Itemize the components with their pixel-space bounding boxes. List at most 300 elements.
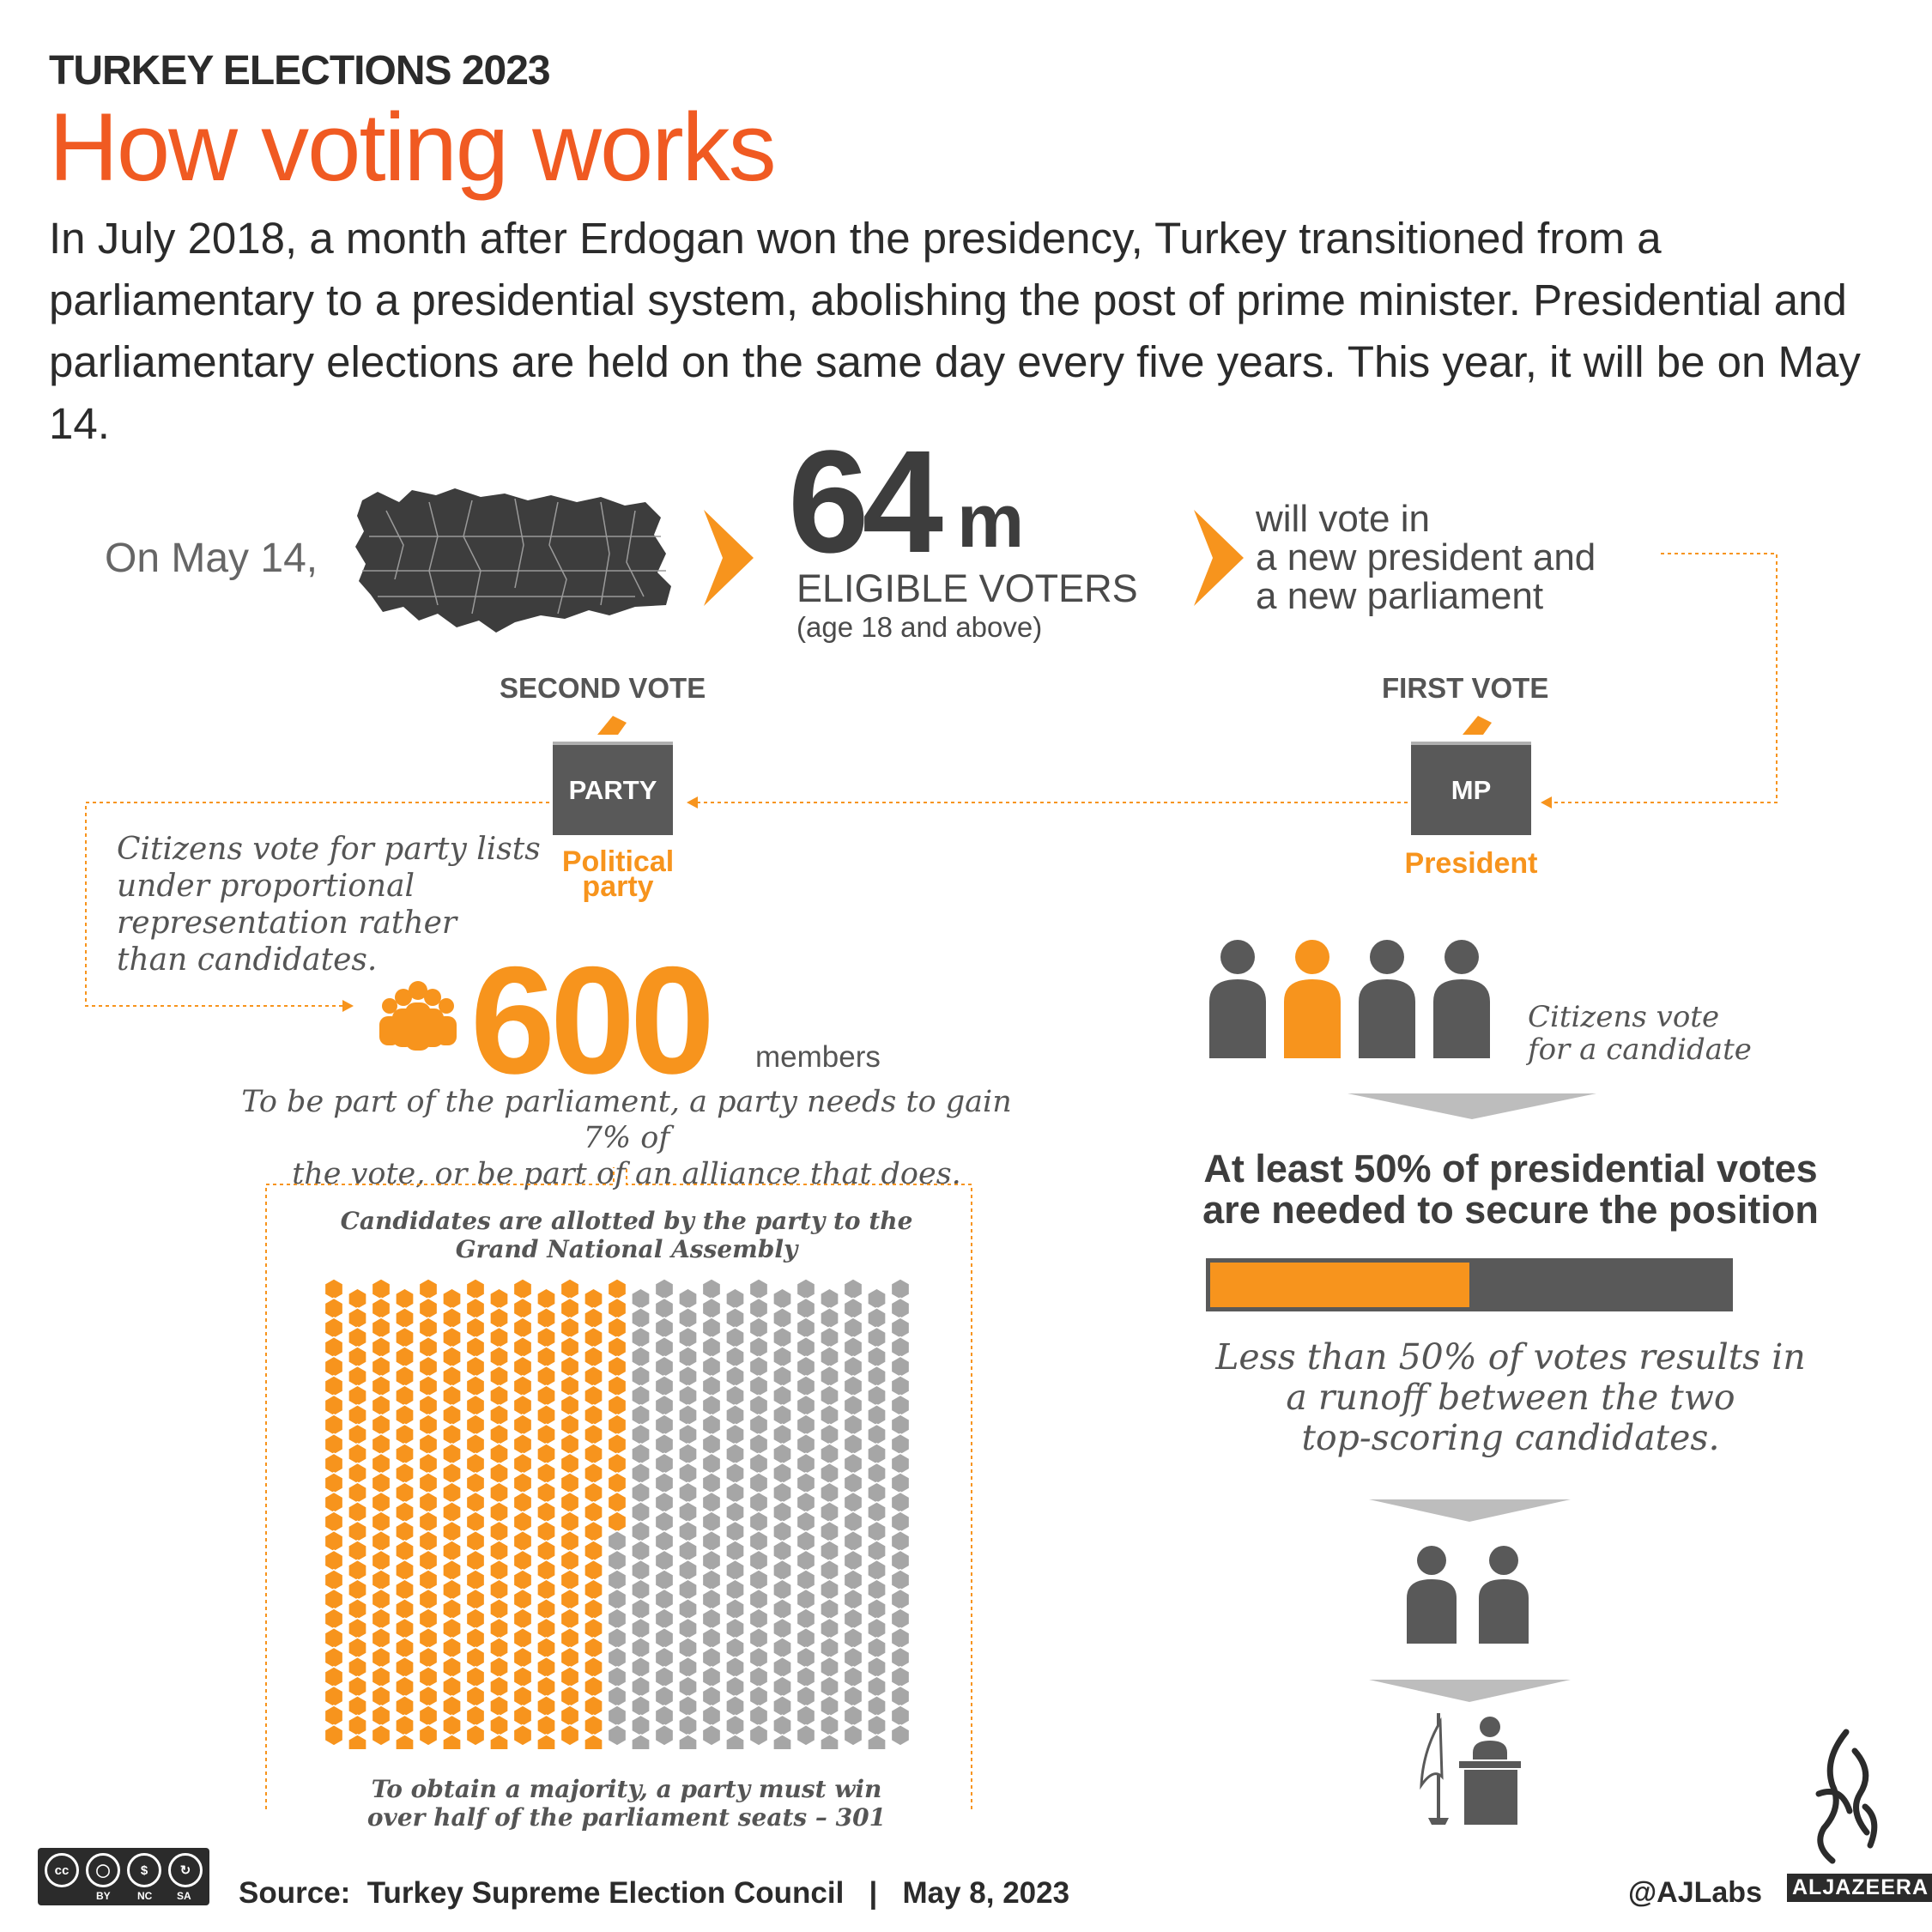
majority-seat-hex [560,1473,578,1493]
assembly-note-line: Candidates are allotted by the party to the [340,1207,913,1235]
seat-hex [749,1589,767,1609]
majority-seat-hex [324,1356,342,1377]
seat-hex [796,1628,815,1649]
seat-hex [796,1376,815,1396]
majority-seat-hex [490,1482,508,1503]
majority-seat-hex [560,1589,578,1609]
majority-seat-hex [324,1337,342,1358]
seat-hex [868,1618,886,1638]
majority-seat-hex [560,1511,578,1532]
seat-hex [796,1589,815,1609]
seat-hex [702,1279,720,1299]
majority-seat-hex [608,1473,626,1493]
majority-seat-hex [419,1337,437,1358]
license-label: BY [96,1890,111,1902]
majority-seat-hex [490,1444,508,1464]
majority-note-line: To obtain a majority, a party must win [371,1775,882,1803]
majority-seat-hex [608,1376,626,1396]
majority-seat-hex [372,1356,390,1377]
seat-hex [844,1608,862,1629]
seat-hex [608,1570,626,1590]
majority-seat-hex [466,1589,484,1609]
seat-hex [796,1550,815,1571]
seat-hex [821,1405,839,1426]
seat-hex [844,1628,862,1649]
majority-seat-hex [396,1715,414,1735]
vote-share-bar-fill [1210,1263,1469,1307]
seat-hex [749,1570,767,1590]
majority-seat-hex [443,1288,461,1309]
seat-hex [821,1444,839,1464]
ajlabs-handle: @AJLabs [1628,1876,1762,1909]
majority-seat-hex [324,1667,342,1687]
seat-hex [679,1638,697,1658]
majority-seat-hex [466,1337,484,1358]
majority-seat-hex [608,1395,626,1415]
majority-seat-hex [396,1308,414,1329]
majority-seat-hex [513,1356,531,1377]
majority-seat-hex [372,1453,390,1474]
seat-hex [726,1366,744,1387]
runoff-note-line: top-scoring candidates. [1301,1417,1720,1458]
majority-seat-hex [419,1570,437,1590]
seat-hex [821,1482,839,1503]
majority-seat-hex [372,1589,390,1609]
majority-seat-hex [372,1511,390,1532]
majority-seat-hex [584,1308,603,1329]
seat-hex [821,1385,839,1406]
seat-hex [632,1579,650,1600]
seat-hex [655,1434,673,1455]
majority-seat-hex [584,1715,603,1735]
group-people-icon [371,978,465,1056]
seat-hex [726,1308,744,1329]
seat-hex [891,1434,909,1455]
majority-seat-hex [537,1385,555,1406]
seat-hex [821,1715,839,1735]
seat-hex [726,1463,744,1484]
majority-seat-hex [490,1657,508,1678]
seat-hex [773,1424,791,1444]
seat-hex [749,1453,767,1474]
majority-seat-hex [443,1502,461,1523]
majority-seat-hex [324,1686,342,1706]
seat-hex [702,1570,720,1590]
majority-seat-hex [372,1531,390,1552]
seat-hex [796,1705,815,1726]
majority-seat-hex [608,1356,626,1377]
kicker: TURKEY ELECTIONS 2023 [49,48,550,94]
majority-seat-hex [348,1618,366,1638]
majority-seat-hex [584,1405,603,1426]
majority-seat-hex [419,1608,437,1629]
seat-hex [891,1376,909,1396]
seat-hex [868,1521,886,1541]
seat-hex [844,1647,862,1668]
seat-hex [749,1725,767,1746]
seat-hex [632,1618,650,1638]
majority-seat-hex [513,1686,531,1706]
majority-seat-hex [443,1385,461,1406]
majority-seat-hex [324,1298,342,1318]
seat-hex [726,1288,744,1309]
seat-hex [655,1531,673,1552]
majority-note-line: over half of the parliament seats – 301 [366,1803,887,1832]
majority-seat-hex [419,1434,437,1455]
seat-hex [679,1385,697,1406]
voter-count: 64 [788,421,937,584]
seat-hex [868,1715,886,1735]
majority-seat-hex [396,1288,414,1309]
majority-seat-hex [324,1434,342,1455]
majority-seat-hex [560,1453,578,1474]
majority-seat-hex [537,1657,555,1678]
majority-seat-hex [537,1735,555,1749]
seat-hex [821,1424,839,1444]
seat-hex [891,1492,909,1512]
majority-seat-hex [608,1298,626,1318]
majority-seat-hex [490,1521,508,1541]
license-label: SA [177,1890,191,1902]
majority-seat-hex [419,1414,437,1435]
seat-hex [679,1657,697,1678]
majority-seat-hex [584,1444,603,1464]
seat-hex [702,1492,720,1512]
majority-seat-hex [513,1511,531,1532]
majority-seat-hex [396,1560,414,1581]
seat-hex [868,1638,886,1658]
majority-seat-hex [372,1550,390,1571]
seat-hex [749,1298,767,1318]
seat-hex [632,1715,650,1735]
majority-seat-hex [560,1337,578,1358]
seat-hex [655,1589,673,1609]
creative-commons-license-badge [38,1848,209,1905]
majority-seat-hex [443,1541,461,1561]
seat-hex [632,1366,650,1387]
seat-hex [868,1405,886,1426]
majority-seat-hex [372,1279,390,1299]
party-list-note-line: Citizens vote for party lists [117,832,541,867]
seat-hex [655,1317,673,1338]
majority-seat-hex [372,1337,390,1358]
majority-seat-hex [490,1424,508,1444]
majority-seat-hex [443,1638,461,1658]
majority-seat-hex [396,1676,414,1697]
majority-seat-hex [608,1511,626,1532]
seat-hex [679,1366,697,1387]
seat-hex [796,1667,815,1687]
seat-hex [632,1696,650,1717]
seat-hex [868,1676,886,1697]
seat-hex [749,1628,767,1649]
majority-seat-hex [513,1667,531,1687]
seat-hex [726,1424,744,1444]
majority-seat-hex [443,1308,461,1329]
seat-hex [749,1317,767,1338]
seat-hex [679,1502,697,1523]
seat-hex [891,1317,909,1338]
seat-hex [679,1444,697,1464]
majority-seat-hex [513,1473,531,1493]
majority-seat-hex [490,1541,508,1561]
majority-seat-hex [584,1521,603,1541]
majority-seat-hex [537,1599,555,1620]
on-date-text: On May 14, [105,536,318,581]
majority-seat-hex [560,1725,578,1746]
threshold-note-line: To be part of the parliament, a party needs to gain 7% of [241,1085,1012,1155]
seat-hex [679,1288,697,1309]
runoff-note-line: Less than 50% of votes results in [1215,1336,1806,1378]
seat-hex [655,1376,673,1396]
seat-hex [679,1541,697,1561]
seat-hex [844,1511,862,1532]
majority-seat-hex [513,1589,531,1609]
seat-hex [773,1444,791,1464]
majority-seat-hex [513,1628,531,1649]
seat-hex [796,1492,815,1512]
seat-hex [844,1667,862,1687]
seat-hex [749,1473,767,1493]
seat-hex [796,1317,815,1338]
seat-hex [868,1366,886,1387]
majority-seat-hex [584,1657,603,1678]
seat-hex [821,1463,839,1484]
seat-hex [608,1550,626,1571]
majority-seat-hex [584,1424,603,1444]
majority-seat-hex [324,1453,342,1474]
seat-hex [655,1453,673,1474]
majority-seat-hex [396,1327,414,1348]
seat-hex [796,1356,815,1377]
seat-hex [821,1327,839,1348]
majority-seat-hex [348,1366,366,1387]
seat-hex [821,1308,839,1329]
seat-hex [679,1482,697,1503]
majority-seat-hex [348,1599,366,1620]
majority-seat-hex [443,1735,461,1749]
majority-seat-hex [466,1686,484,1706]
majority-seat-hex [348,1657,366,1678]
seat-hex [655,1667,673,1687]
majority-seat-hex [324,1473,342,1493]
majority-seat-hex [584,1288,603,1309]
seat-hex [891,1511,909,1532]
majority-seat-hex [584,1502,603,1523]
majority-seat-hex [537,1676,555,1697]
seat-hex [679,1579,697,1600]
seat-hex [844,1453,862,1474]
seat-hex [821,1657,839,1678]
majority-seat-hex [466,1279,484,1299]
majority-seat-hex [537,1424,555,1444]
majority-seat-hex [419,1473,437,1493]
seat-hex [679,1463,697,1484]
seat-hex [632,1638,650,1658]
majority-seat-hex [560,1667,578,1687]
seat-hex [749,1608,767,1629]
assembly-note [283,1207,970,1263]
seat-hex [868,1657,886,1678]
majority-seat-hex [466,1395,484,1415]
seat-hex [655,1414,673,1435]
majority-seat-hex [396,1444,414,1464]
seat-hex [749,1337,767,1358]
seat-hex [821,1696,839,1717]
intro-paragraph: In July 2018, a month after Erdogan won the presidency, Turkey transitioned from a parliamentary to a presidential system, abolishing the post of prime minister. Presidential and parliamentary elections are held on the same day every five years. This year, it will be on May 14. [49,214,1861,448]
majority-seat-hex [466,1414,484,1435]
seat-hex [702,1531,720,1552]
seat-hex [632,1288,650,1309]
seat-hex [844,1725,862,1746]
party-list-note-line: representation rather [117,905,457,941]
majority-seat-hex [608,1279,626,1299]
majority-seat-hex [537,1366,555,1387]
seat-hex [632,1676,650,1697]
majority-seat-hex [513,1492,531,1512]
majority-seat-hex [466,1570,484,1590]
ballot-paper-icon [594,714,628,736]
majority-seat-hex [560,1628,578,1649]
majority-seat-hex [348,1715,366,1735]
majority-seat-hex [348,1308,366,1329]
noncommercial-icon: $ [127,1853,161,1887]
candidates-icon [1206,938,1498,1058]
majority-seat-hex [560,1298,578,1318]
seat-hex [749,1376,767,1396]
seat-hex [726,1347,744,1367]
seat-hex [773,1657,791,1678]
majority-seat-hex [513,1725,531,1746]
majority-seat-hex [348,1347,366,1367]
seat-hex [773,1463,791,1484]
seat-hex [632,1327,650,1348]
majority-seat-hex [348,1696,366,1717]
seat-hex [702,1317,720,1338]
majority-seat-hex [560,1492,578,1512]
majority-seat-hex [419,1667,437,1687]
seat-hex [655,1356,673,1377]
majority-seat-hex [537,1405,555,1426]
majority-seat-hex [537,1327,555,1348]
seat-hex [679,1308,697,1329]
majority-seat-hex [419,1279,437,1299]
down-arrow-icon [1369,1678,1571,1704]
seat-hex [773,1579,791,1600]
majority-seat-hex [419,1356,437,1377]
cc-icon: cc [45,1853,79,1887]
majority-seat-hex [584,1347,603,1367]
seat-hex [702,1608,720,1629]
majority-seat-hex [537,1715,555,1735]
majority-seat-hex [396,1735,414,1749]
seat-hex [796,1279,815,1299]
seat-hex [749,1395,767,1415]
majority-seat-hex [490,1385,508,1406]
majority-seat-hex [348,1502,366,1523]
seat-hex [749,1531,767,1552]
majority-seat-hex [348,1521,366,1541]
seat-hex [773,1405,791,1426]
seat-hex [679,1327,697,1348]
majority-seat-hex [560,1434,578,1455]
majority-seat-hex [466,1705,484,1726]
seat-hex [726,1696,744,1717]
seat-hex [796,1608,815,1629]
seat-hex [891,1705,909,1726]
majority-seat-hex [372,1686,390,1706]
seat-hex [608,1686,626,1706]
majority-seat-hex [348,1541,366,1561]
majority-seat-hex [372,1414,390,1435]
candidate-note-line: for a candidate [1528,1033,1752,1067]
majority-seat-hex [396,1599,414,1620]
seat-hex [773,1735,791,1749]
majority-seat-hex [490,1502,508,1523]
majority-seat-hex [348,1676,366,1697]
vote-share-bar [1206,1258,1733,1311]
seat-hex [608,1725,626,1746]
majority-seat-hex [348,1735,366,1749]
majority-seat-hex [348,1482,366,1503]
seat-hex [773,1715,791,1735]
seat-hex [632,1599,650,1620]
majority-seat-hex [324,1589,342,1609]
seat-hex [868,1560,886,1581]
majority-seat-hex [396,1579,414,1600]
majority-seat-hex [443,1482,461,1503]
seat-hex [891,1298,909,1318]
seat-hex [726,1502,744,1523]
majority-seat-hex [348,1579,366,1600]
parliament-seats: 600 [470,935,710,1105]
majority-seat-hex [466,1453,484,1474]
seat-hex [655,1492,673,1512]
party-list-note-line: than candidates. [117,942,378,978]
majority-seat-hex [560,1705,578,1726]
majority-seat-hex [324,1414,342,1435]
mp-ballot-box: MP [1411,745,1531,835]
majority-seat-hex [608,1337,626,1358]
seat-hex [868,1502,886,1523]
seat-hex [868,1308,886,1329]
seat-hex [891,1570,909,1590]
seat-hex [844,1376,862,1396]
seat-hex [844,1531,862,1552]
seat-hex [749,1279,767,1299]
party-list-note-line: under proportional [117,869,415,904]
majority-seat-hex [443,1424,461,1444]
seat-hex [726,1482,744,1503]
majority-seat-hex [513,1570,531,1590]
source-credit: Source: Turkey Supreme Election Council | May 8, 2023 [239,1876,1070,1910]
majority-seat-hex [443,1560,461,1581]
majority-seat-hex [466,1628,484,1649]
seat-hex [821,1579,839,1600]
seat-hex [749,1356,767,1377]
seat-hex [891,1725,909,1746]
seat-hex [868,1444,886,1464]
two-candidates-icon [1403,1545,1532,1644]
majority-seat-hex [443,1579,461,1600]
down-arrow-icon [1369,1498,1571,1523]
page-title: How voting works [49,94,775,201]
majority-seat-hex [608,1453,626,1474]
seat-hex [868,1385,886,1406]
seat-hex [702,1686,720,1706]
seat-hex [891,1550,909,1571]
majority-seat-hex [419,1589,437,1609]
